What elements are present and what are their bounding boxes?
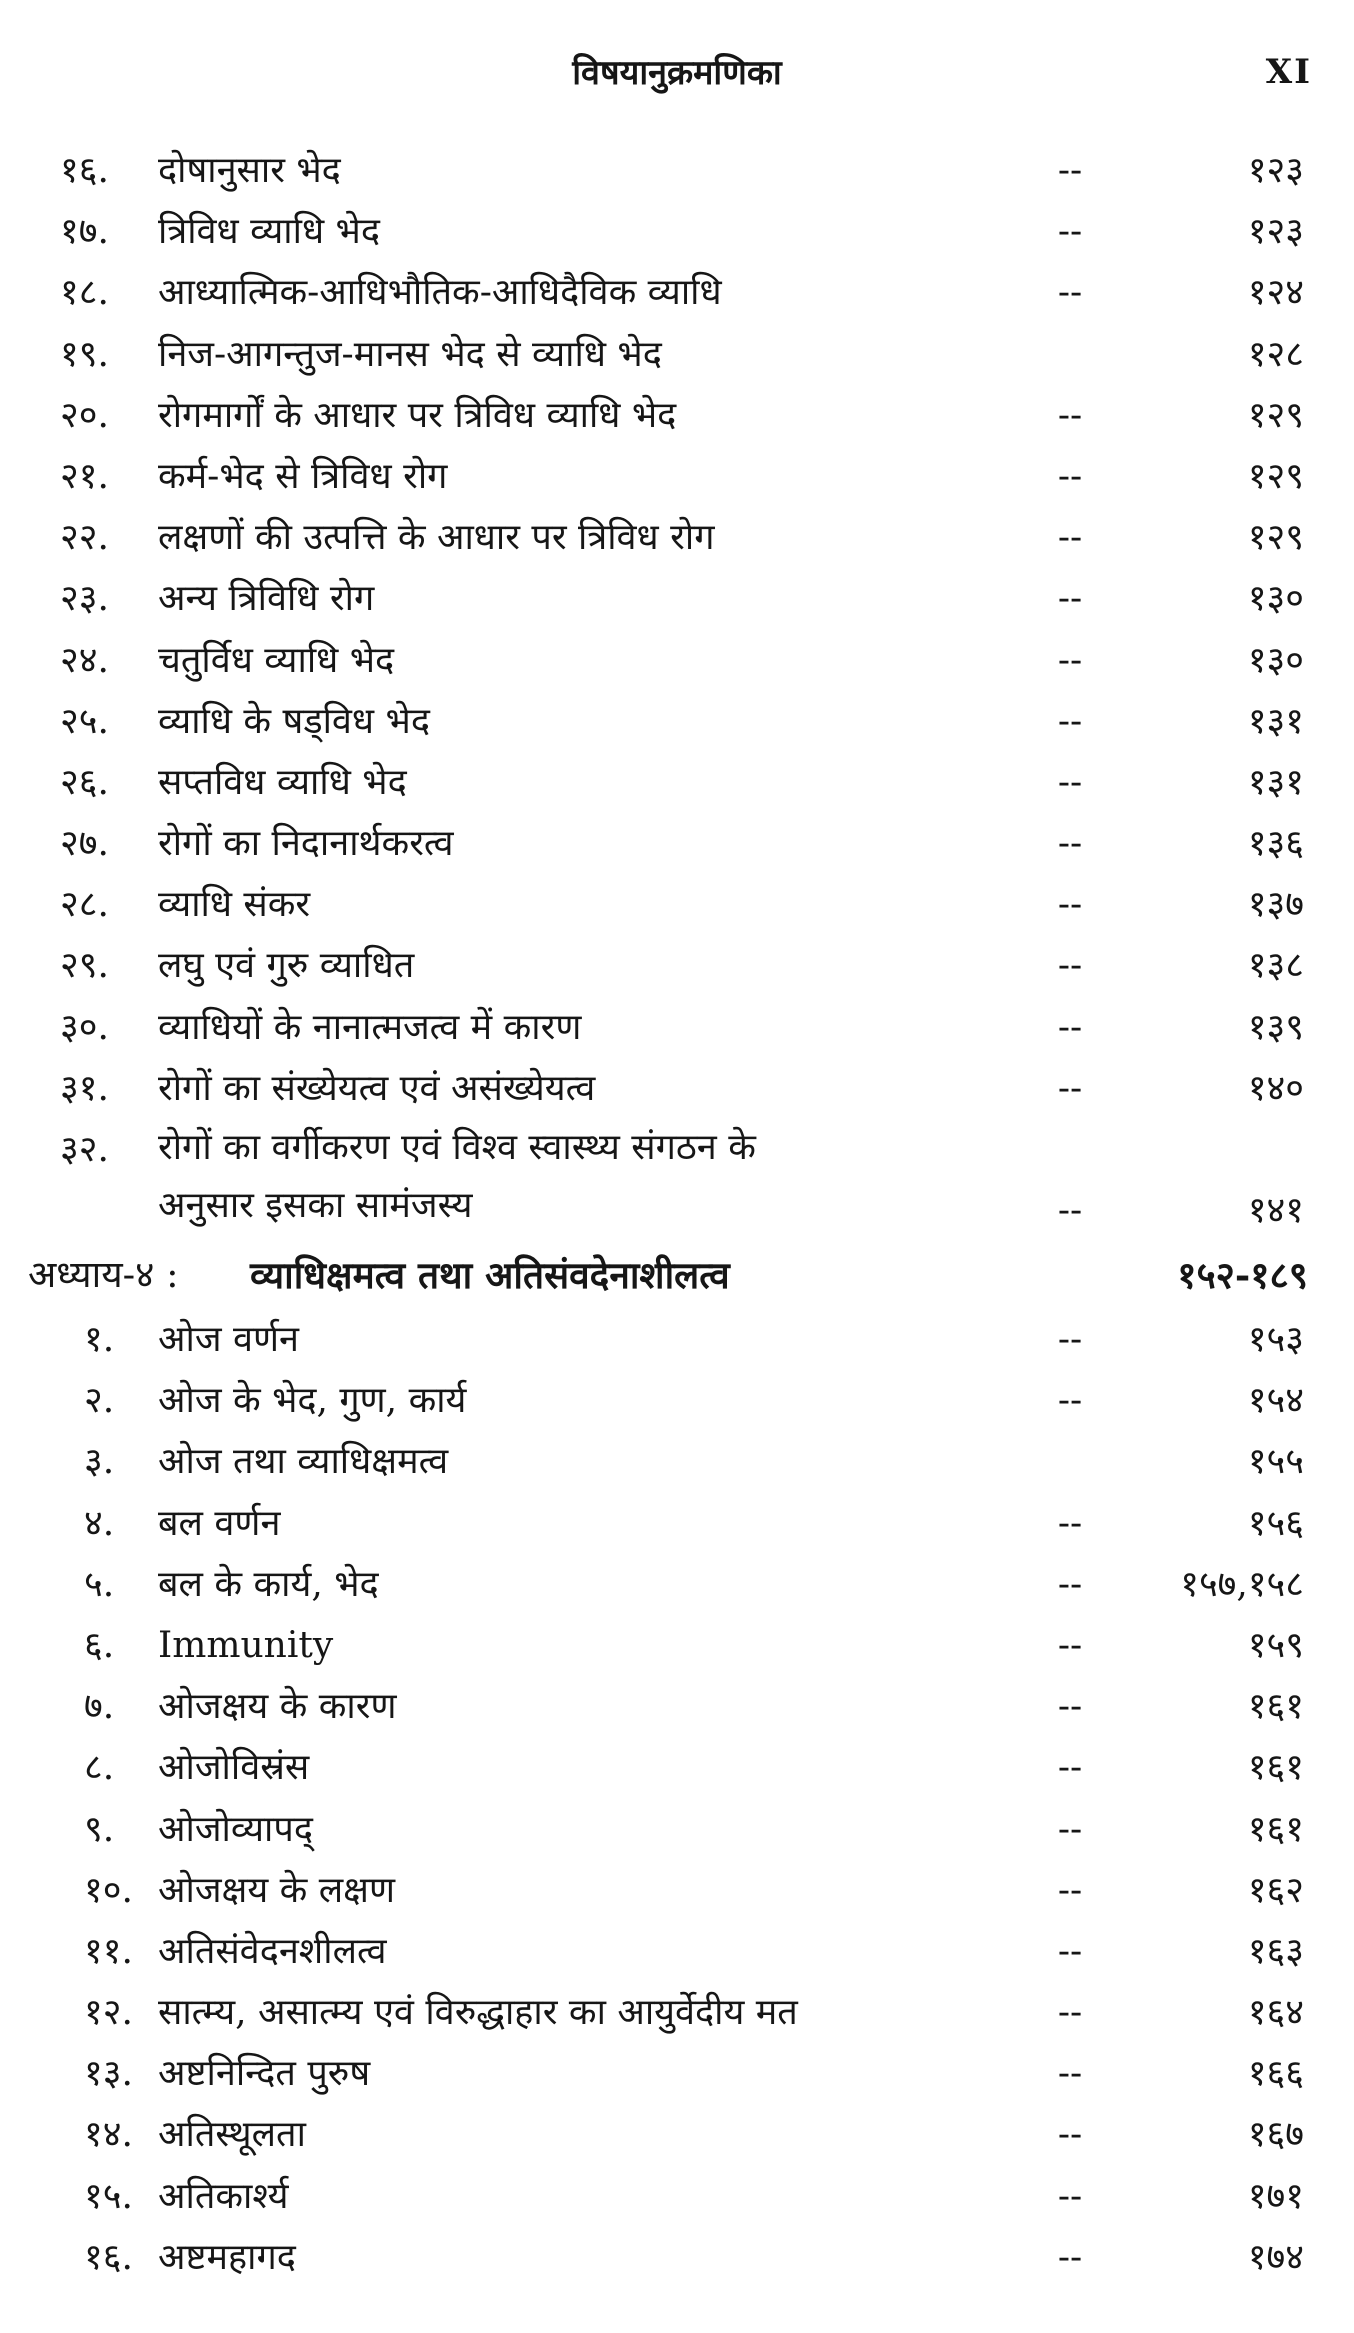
toc-entry [0,446,1354,507]
entry-number: १५. [84,2175,133,2217]
entry-leader: -- [1057,1380,1083,1422]
entry-page: १२४ [1247,272,1304,314]
entry-number: १. [84,1319,115,1360]
entry-number: २२. [60,517,109,559]
toc-entry [0,385,1354,446]
entry-leader: -- [1057,150,1083,191]
entry-number: २६. [60,761,109,803]
entry-leader: -- [1057,1808,1083,1850]
entry-title: लक्षणों की उत्पत्ति के आधार पर त्रिविध रोग [158,517,715,559]
entry-title: अतिकार्श्य [158,2175,289,2217]
entry-title: ओजोव्यापद् [158,1808,313,1850]
toc-entry [0,1119,1354,1241]
toc-entry [0,1554,1354,1615]
entry-title: कर्म-भेद से त्रिविध रोग [158,455,448,497]
entry-title: सप्तविध व्याधि भेद [158,761,407,803]
entry-page: १२९ [1247,455,1304,497]
entry-page: १७४ [1247,2236,1304,2278]
toc-entry [0,935,1354,996]
entry-page: १२३ [1247,211,1304,253]
toc-entry [0,1860,1354,1921]
entry-page: १५४ [1247,1380,1304,1422]
entry-number: २८. [60,884,109,926]
toc-entry [0,752,1354,813]
entry-title: अतिस्थूलता [158,2114,306,2156]
toc-entry [0,1309,1354,1370]
entry-number: २१. [60,455,109,497]
toc-entry [0,2104,1354,2165]
entry-title: ओज वर्णन [158,1319,300,1360]
entry-leader: -- [1057,517,1083,559]
entry-page: १४१ [1247,1190,1304,1231]
entry-title: दोषानुसार भेद [158,150,341,191]
toc-entry [0,1493,1354,1554]
entry-page: १३१ [1247,761,1304,803]
toc-entry [0,2166,1354,2227]
entry-number: ८. [84,1747,115,1789]
entry-number: ५. [84,1563,115,1605]
entry-page: १३० [1247,639,1304,681]
entry-number: ६. [84,1624,115,1666]
chapter-heading [0,1241,1354,1309]
entry-number: १०. [84,1869,133,1911]
entry-title: सात्म्य, असात्म्य एवं विरुद्धाहार का आयुर्वेदीय मत [158,1992,798,2034]
table-of-contents [0,140,1354,2288]
entry-leader: -- [1057,1563,1083,1605]
entry-title: लघु एवं गुरु व्याधित [158,945,415,987]
entry-page: १५७,१५८ [1180,1563,1304,1605]
toc-entry [0,2043,1354,2104]
entry-page: १३० [1247,578,1304,620]
entry-leader: -- [1057,700,1083,742]
toc-entry [0,507,1354,568]
entry-title-line-1: रोगों का वर्गीकरण एवं विश्व स्वास्थ्य संगठन के [158,1127,756,1168]
toc-entry [0,201,1354,262]
entry-page: १३६ [1247,823,1304,865]
entry-number: १४. [84,2114,133,2156]
entry-title: बल के कार्य, भेद [158,1563,379,1605]
entry-number: २०. [60,394,109,436]
running-title: विषयानुक्रमणिका [572,53,782,93]
chapter-title: व्याधिक्षमत्व तथा अतिसंवदेनाशीलत्व [250,1253,730,1297]
entry-page: १५९ [1247,1624,1304,1666]
toc-entry [0,691,1354,752]
toc-entry [0,874,1354,935]
entry-leader: -- [1057,1930,1083,1972]
entry-title: चतुर्विध व्याधि भेद [158,639,395,681]
entry-title: रोगों का संख्येयत्व एवं असंख्येयत्व [158,1067,596,1109]
entry-leader: -- [1057,823,1083,865]
entry-leader: -- [1057,1686,1083,1728]
entry-page: १२९ [1247,394,1304,436]
toc-entry [0,568,1354,629]
running-head [0,48,1354,108]
entry-number: ३२. [60,1129,109,1170]
entry-leader: -- [1057,394,1083,436]
entry-page: १६१ [1247,1808,1304,1850]
toc-entry [0,2227,1354,2288]
entry-leader: -- [1057,455,1083,497]
entry-page: १५६ [1247,1502,1304,1544]
toc-entry [0,1615,1354,1676]
entry-page: १७१ [1247,2175,1304,2217]
entry-leader: -- [1057,1502,1083,1544]
entry-page: १६३ [1247,1930,1304,1972]
entry-number: २९. [60,945,109,987]
entry-title: Immunity [158,1624,334,1666]
entry-page: १३७ [1247,884,1304,926]
entry-leader: -- [1057,211,1083,253]
entry-page: १२८ [1247,333,1304,375]
entry-number: ११. [84,1930,133,1972]
entry-page: १३९ [1247,1006,1304,1048]
entry-number: ३१. [60,1067,109,1109]
entry-number: १३. [84,2053,133,2095]
entry-page: १४० [1247,1067,1304,1109]
entry-leader: -- [1057,1992,1083,2034]
entry-page: १२९ [1247,517,1304,559]
entry-number: १८. [60,272,109,314]
toc-entry [0,1370,1354,1431]
entry-title: अष्टनिन्दित पुरुष [158,2053,371,2095]
entry-title: ओजक्षय के कारण [158,1686,397,1728]
chapter-label: अध्याय-४ : [28,1253,179,1296]
chapter-page-range: १५२-१८९ [1177,1253,1308,1297]
entry-leader: -- [1057,2236,1083,2278]
entry-number: १७. [60,211,109,253]
entry-title [158,1119,756,1235]
entry-title: आध्यात्मिक-आधिभौतिक-आधिदैविक व्याधि [158,272,722,314]
entry-leader: -- [1057,1747,1083,1789]
entry-title: ओजोविस्रंस [158,1747,310,1789]
entry-title: रोगमार्गों के आधार पर त्रिविध व्याधि भेद [158,394,677,436]
entry-number: १२. [84,1992,133,2034]
entry-title: निज-आगन्तुज-मानस भेद से व्याधि भेद [158,333,662,375]
toc-entry [0,1431,1354,1492]
entry-number: २३. [60,578,109,620]
toc-entry [0,140,1354,201]
entry-title: व्याधि संकर [158,884,311,926]
entry-title: ओज के भेद, गुण, कार्य [158,1380,467,1422]
entry-leader: -- [1057,945,1083,987]
entry-page: १६१ [1247,1747,1304,1789]
entry-title: अन्य त्रिविधि रोग [158,578,375,620]
toc-entry [0,1676,1354,1737]
entry-page: १५३ [1247,1319,1304,1360]
entry-page: १६१ [1247,1686,1304,1728]
entry-leader: -- [1057,1190,1083,1231]
entry-page: १६६ [1247,2053,1304,2095]
entry-number: ३०. [60,1006,109,1048]
entry-page: १२३ [1247,150,1304,191]
entry-leader: -- [1057,639,1083,681]
entry-title: व्याधियों के नानात्मजत्व में कारण [158,1006,582,1048]
entry-leader: -- [1057,2053,1083,2095]
entry-number: ९. [84,1808,115,1850]
toc-entry [0,1799,1354,1860]
entry-leader: -- [1057,1006,1083,1048]
toc-entry [0,262,1354,323]
entry-page: १६२ [1247,1869,1304,1911]
toc-entry [0,324,1354,385]
toc-entry [0,813,1354,874]
entry-number: १६. [60,150,109,191]
entry-title-line-2: अनुसार इसका सामंजस्य [158,1185,473,1226]
entry-leader: -- [1057,2114,1083,2156]
entry-number: ४. [84,1502,115,1544]
entry-title: बल वर्णन [158,1502,281,1544]
entry-title: अष्टमहागद [158,2236,296,2278]
toc-entry [0,630,1354,691]
entry-leader: -- [1057,578,1083,620]
entry-number: १९. [60,333,109,375]
entry-number: २५. [60,700,109,742]
entry-page: १३८ [1247,945,1304,987]
entry-page: १५५ [1247,1441,1304,1483]
entry-number: ३. [84,1441,115,1483]
entry-title: रोगों का निदानार्थकरत्व [158,823,454,865]
toc-entry [0,1982,1354,2043]
entry-leader: -- [1057,1869,1083,1911]
entry-leader: -- [1057,1624,1083,1666]
toc-entry [0,1058,1354,1119]
entry-number: २७. [60,823,109,865]
toc-entry [0,1921,1354,1982]
entry-leader: -- [1057,761,1083,803]
entry-leader: -- [1057,1067,1083,1109]
entry-page: १३१ [1247,700,1304,742]
entry-page: १६४ [1247,1992,1304,2034]
entry-leader: -- [1057,272,1083,314]
entry-number: १६. [84,2236,133,2278]
entry-title: अतिसंवेदनशीलत्व [158,1930,387,1972]
entry-number: २४. [60,639,109,681]
entry-page: १६७ [1247,2114,1304,2156]
toc-entry [0,997,1354,1058]
entry-title: ओजक्षय के लक्षण [158,1869,396,1911]
entry-title: व्याधि के षड्विध भेद [158,700,430,742]
entry-leader: -- [1057,1319,1083,1360]
page-number: XI [1265,52,1312,92]
entry-leader: -- [1057,2175,1083,2217]
toc-entry [0,1737,1354,1798]
entry-leader: -- [1057,884,1083,926]
entry-title: त्रिविध व्याधि भेद [158,211,380,253]
entry-title: ओज तथा व्याधिक्षमत्व [158,1441,449,1483]
entry-number: ७. [84,1686,115,1728]
entry-number: २. [84,1380,115,1422]
